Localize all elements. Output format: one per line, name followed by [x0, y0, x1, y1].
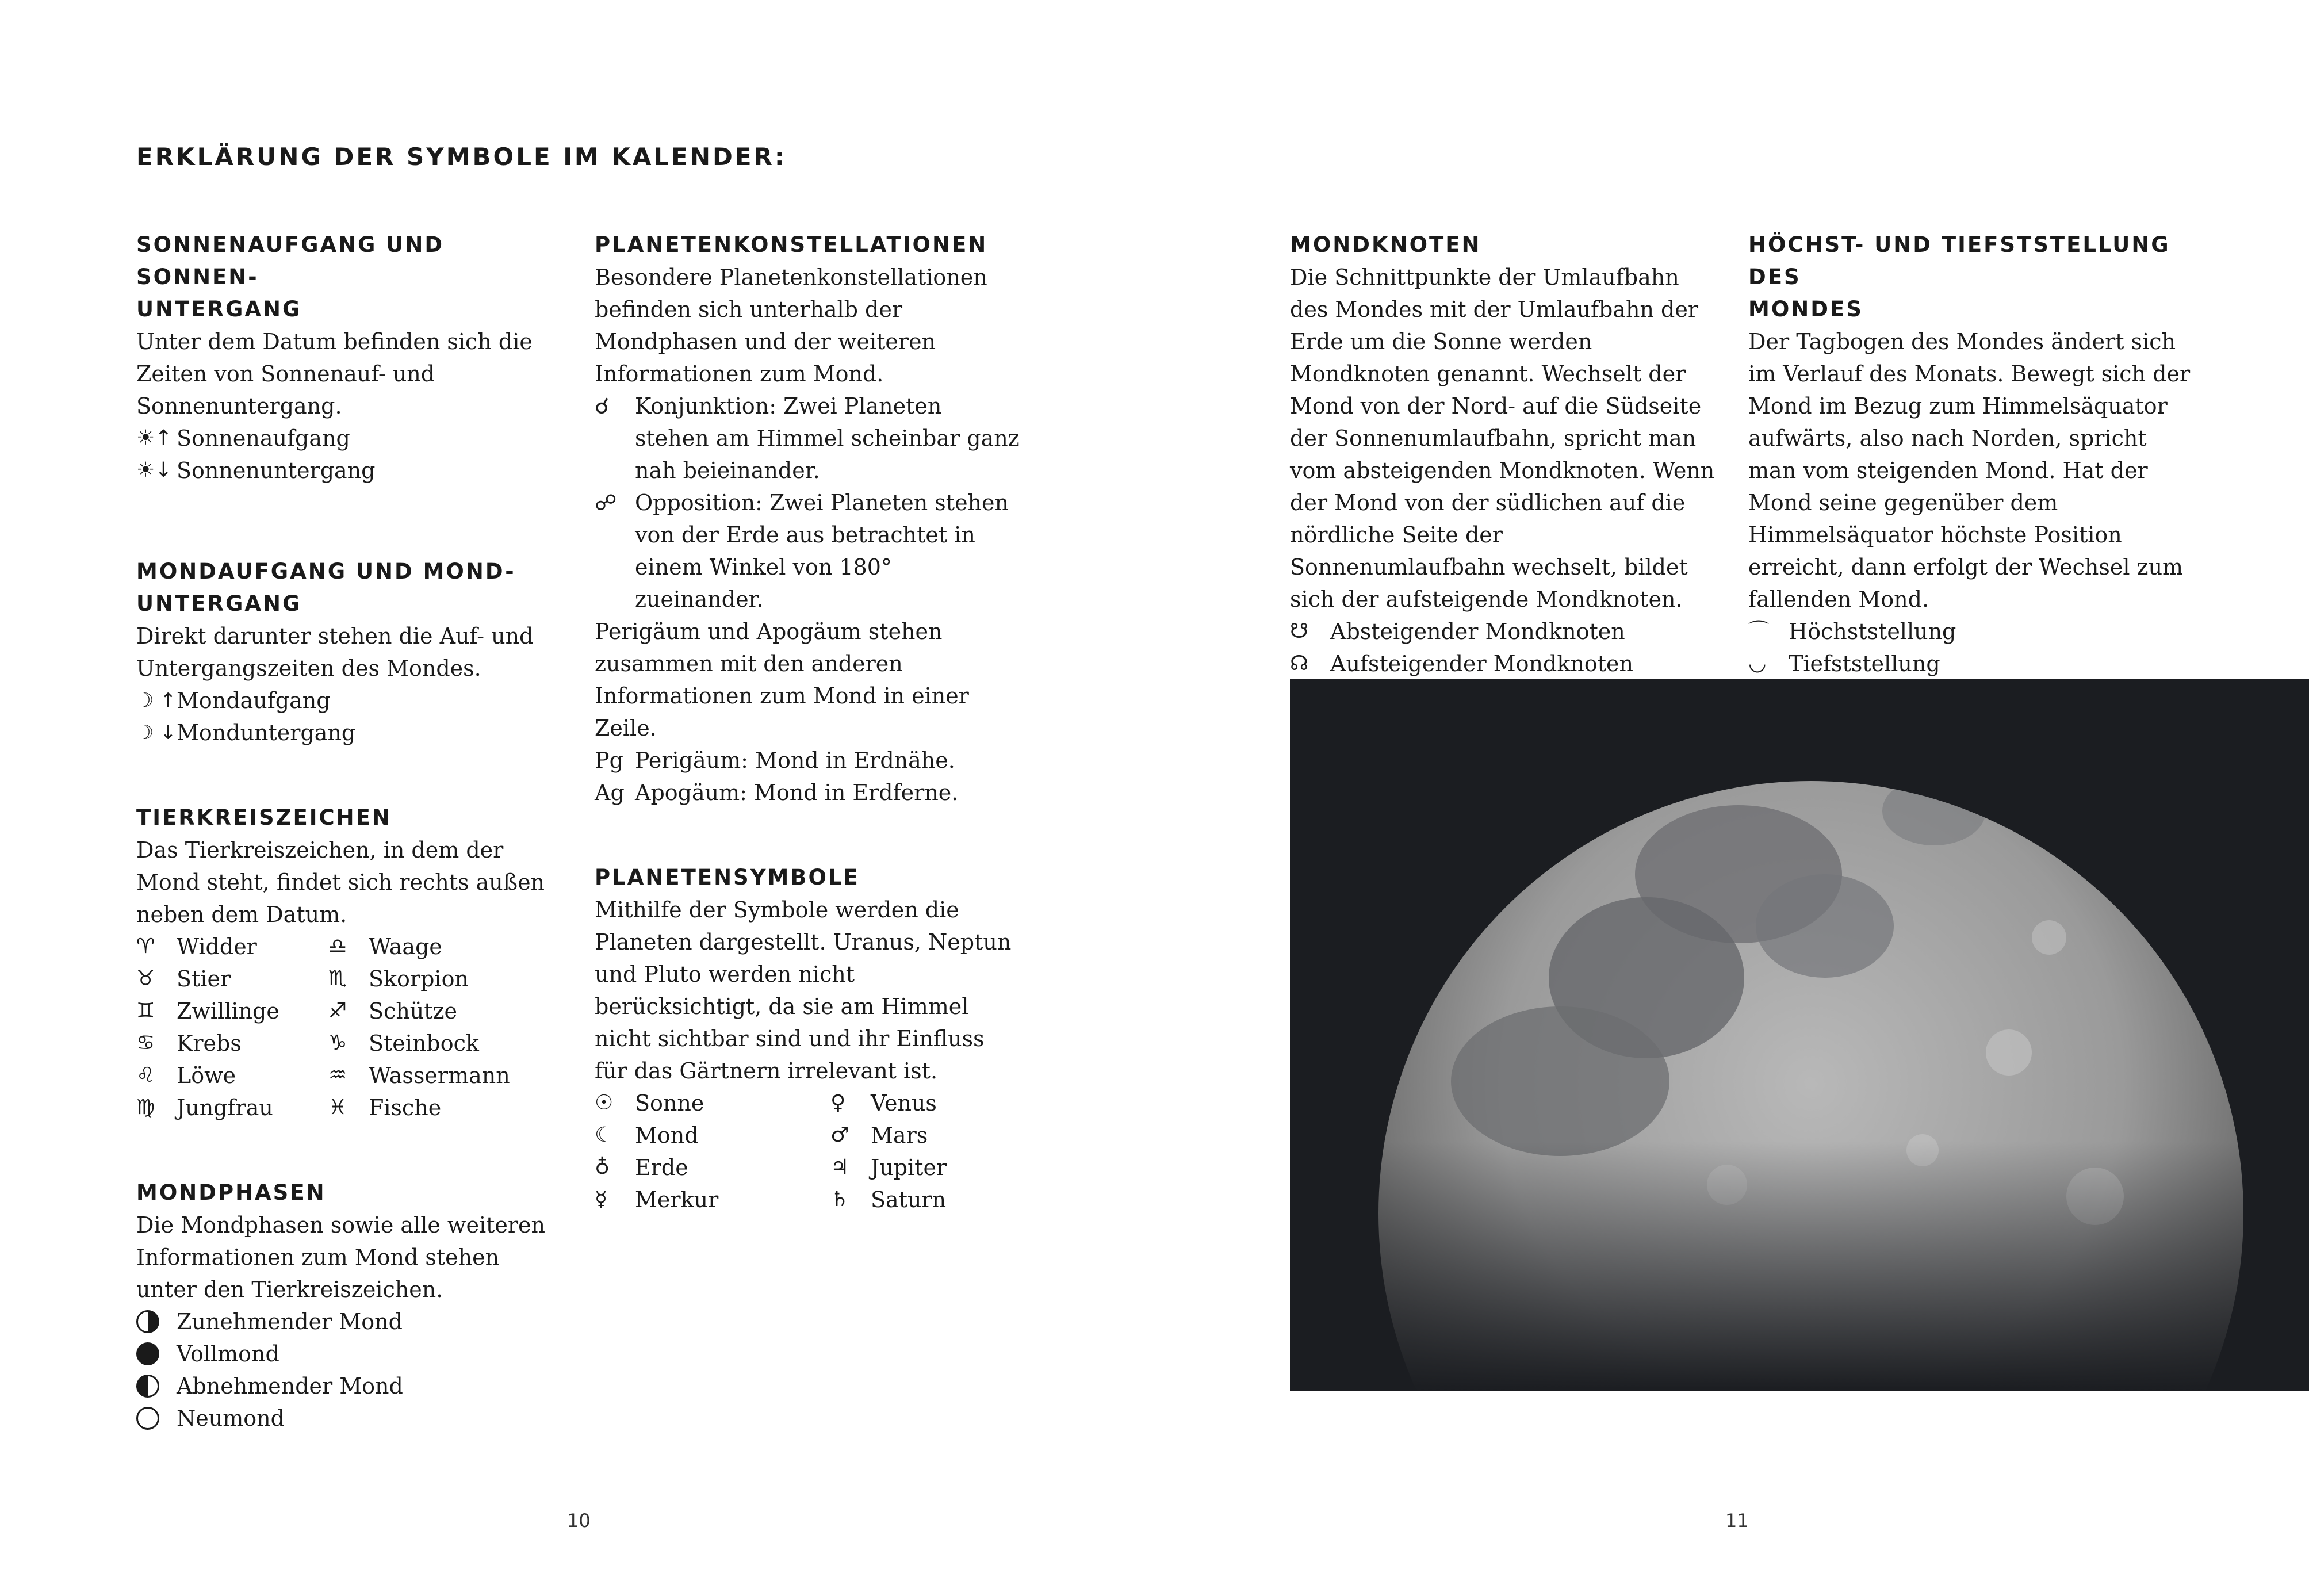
lowest-label: Tiefststellung	[1789, 651, 1940, 676]
opposition-label: Opposition: Zwei Planeten stehen von der Erde aus betrachtet in einem Winkel von 180° zueinander.	[635, 490, 1009, 612]
list-item-lowest	[1748, 648, 2191, 680]
page-number-right: 11	[1725, 1510, 1749, 1532]
section-zodiac	[136, 802, 559, 1124]
list-item-scorpio	[328, 963, 547, 995]
list-item-moonset	[136, 717, 559, 749]
zodiac-label: Fische	[369, 1095, 442, 1120]
page-number-left: 10	[567, 1510, 591, 1532]
zodiac-label: Waage	[369, 934, 442, 959]
list-item-opposition	[595, 487, 1020, 615]
aquarius-icon: ♒	[328, 1063, 347, 1087]
list-item-waxing-moon	[136, 1306, 559, 1338]
phase-label: Vollmond	[177, 1341, 279, 1367]
heading-constellations: PLANETENKONSTELLATIONEN	[595, 232, 988, 257]
ascending-node-icon: ☊	[1290, 652, 1308, 675]
constellations-description: Besondere Planetenkonstellationen befinden sich unterhalb der Mondphasen und der weiteren Informationen zum Mond.	[595, 265, 987, 386]
column-right-2	[1748, 229, 2191, 680]
highlow-description: Der Tagbogen des Mondes ändert sich im Verlauf des Monats. Bewegt sich der Mond im Bezug zum Himmelsäquator aufwärts, also nach Norden, spricht man vom steigenden Mond. Hat der Mond seine gegenüber dem Himmelsäquator höchste Position erreicht, dann erfolgt der Wechsel zum fallenden Mond.	[1748, 329, 2191, 612]
zodiac-label: Widder	[177, 934, 257, 959]
sun-icon: ☉	[595, 1091, 614, 1115]
zodiac-label: Zwillinge	[177, 998, 279, 1024]
heading-line-2: UNTERGANG	[136, 591, 302, 616]
heading-sunrise-sunset	[136, 229, 559, 326]
moonrise-icon: ☽ ↑	[136, 689, 177, 712]
heading-lunar-nodes: MONDKNOTEN	[1290, 232, 1481, 257]
list-item-saturn	[830, 1184, 1020, 1216]
heading-high-low	[1748, 229, 2191, 326]
highest-position-icon: ⌒	[1748, 619, 1770, 643]
list-item-leo	[136, 1059, 328, 1092]
jupiter-icon: ♃	[830, 1155, 849, 1179]
conjunction-label: Konjunktion: Zwei Planeten stehen am Himmel scheinbar ganz nah beieinander.	[635, 393, 1020, 483]
sunrise-label: Sonnenaufgang	[177, 426, 350, 451]
phases-description: Die Mondphasen sowie alle weiteren Informationen zum Mond stehen unter den Tierkreiszeichen.	[136, 1212, 545, 1302]
list-item-apogee	[595, 776, 1020, 809]
sun-description: Unter dem Datum befinden sich die Zeiten von Sonnenauf- und Sonnenuntergang.	[136, 329, 533, 419]
nodes-description: Die Schnittpunkte der Umlaufbahn des Mondes mit der Umlaufbahn der Erde um die Sonne werden Mondknoten genannt. Wechselt der Mond von der Nord- auf die Südseite der Sonnenumlaufbahn, spricht man vom absteigenden Mondknoten. Wenn der Mond von der südlichen auf die nördliche Seite der Sonnenumlaufbahn wechselt, bildet sich der aufsteigende Mondknoten.	[1290, 265, 1715, 612]
descending-node-label: Absteigender Mondknoten	[1330, 619, 1625, 644]
zodiac-label: Schütze	[369, 998, 458, 1024]
list-item-jupiter	[830, 1151, 1020, 1184]
list-item-ascending-node	[1290, 648, 1718, 680]
moon-photo	[1290, 679, 2309, 1391]
list-item-cancer	[136, 1027, 328, 1059]
planet-label: Mars	[871, 1123, 928, 1148]
column-right-1	[1290, 229, 1718, 680]
zodiac-description: Das Tierkreiszeichen, in dem der Mond steht, findet sich rechts außen neben dem Datum.	[136, 837, 545, 927]
planet-label: Venus	[871, 1090, 937, 1116]
list-item-taurus	[136, 963, 328, 995]
column-left-1	[136, 229, 559, 1434]
heading-line-2: UNTERGANG	[136, 297, 302, 322]
zodiac-label: Jungfrau	[177, 1095, 273, 1120]
list-item-capricorn	[328, 1027, 547, 1059]
heading-zodiac: TIERKREISZEICHEN	[136, 805, 392, 830]
moonrise-description: Direkt darunter stehen die Auf- und Untergangszeiten des Mondes.	[136, 623, 534, 681]
ascending-node-label: Aufsteigender Mondknoten	[1330, 651, 1633, 676]
section-high-low	[1748, 229, 2191, 680]
taurus-icon: ♉	[136, 967, 155, 990]
waxing-moon-icon	[136, 1310, 159, 1333]
moon-illustration	[1290, 679, 2309, 1391]
planet-label: Saturn	[871, 1187, 947, 1212]
heading-moonrise-moonset	[136, 556, 559, 620]
heading-line-1: SONNENAUFGANG UND SONNEN-	[136, 232, 445, 289]
list-item-earth	[595, 1151, 830, 1184]
list-item-aries	[136, 931, 328, 963]
list-item-sagittarius	[328, 995, 547, 1027]
libra-icon: ♎	[328, 935, 347, 958]
planet-label: Mond	[635, 1123, 699, 1148]
phase-label: Neumond	[177, 1406, 285, 1431]
list-item-waning-moon	[136, 1370, 559, 1402]
list-item-libra	[328, 931, 547, 963]
aries-icon: ♈	[136, 935, 155, 958]
list-item-pisces	[328, 1092, 547, 1124]
cancer-icon: ♋	[136, 1031, 155, 1055]
sunrise-icon: ☀↑	[136, 426, 173, 450]
pisces-icon: ♓	[328, 1096, 347, 1119]
phase-label: Zunehmender Mond	[177, 1309, 403, 1334]
moonset-icon: ☽ ↓	[136, 721, 177, 744]
heading-line-2: MONDES	[1748, 297, 1863, 322]
planet-label: Sonne	[635, 1090, 704, 1116]
list-item-moon	[595, 1119, 830, 1151]
planet-label: Merkur	[635, 1187, 719, 1212]
heading-planet-symbols: PLANETENSYMBOLE	[595, 865, 860, 890]
zodiac-label: Wassermann	[369, 1063, 510, 1088]
zodiac-label: Krebs	[177, 1031, 242, 1056]
list-item-moonrise	[136, 684, 559, 717]
section-moon-phases	[136, 1177, 559, 1434]
sagittarius-icon: ♐	[328, 999, 347, 1023]
list-item-perigee	[595, 744, 1020, 776]
gemini-icon: ♊	[136, 999, 155, 1023]
zodiac-label: Skorpion	[369, 966, 469, 992]
opposition-icon: ☍	[595, 490, 617, 515]
list-item-new-moon	[136, 1402, 559, 1434]
venus-icon: ♀	[830, 1091, 846, 1115]
list-item-sunrise	[136, 422, 559, 454]
capricorn-icon: ♑	[328, 1031, 347, 1055]
moonrise-label: Mondaufgang	[177, 688, 331, 713]
perigee-apogee-description: Perigäum und Apogäum stehen zusammen mit den anderen Informationen zum Mond in einer Zeile.	[595, 619, 969, 741]
heading-line-1: MONDAUFGANG UND MOND-	[136, 559, 516, 584]
new-moon-icon	[136, 1407, 159, 1430]
planet-label: Jupiter	[871, 1155, 947, 1180]
planets-description: Mithilfe der Symbole werden die Planeten dargestellt. Uranus, Neptun und Pluto werden nicht berücksichtigt, da sie am Himmel nicht sichtbar sind und ihr Einfluss für das Gärtnern irrelevant ist.	[595, 897, 1012, 1084]
mars-icon: ♂	[830, 1123, 849, 1147]
zodiac-list	[136, 931, 559, 1124]
zodiac-label: Stier	[177, 966, 231, 992]
apogee-abbr: Ag	[595, 780, 625, 805]
waning-moon-icon	[136, 1375, 159, 1398]
moonset-label: Monduntergang	[177, 720, 356, 745]
list-item-aquarius	[328, 1059, 547, 1092]
list-item-full-moon	[136, 1338, 559, 1370]
virgo-icon: ♍	[136, 1096, 155, 1119]
list-item-highest	[1748, 615, 2191, 648]
zodiac-label: Steinbock	[369, 1031, 479, 1056]
section-moonrise-moonset	[136, 556, 559, 749]
moon-shadow	[1290, 679, 2309, 1391]
highest-label: Höchststellung	[1789, 619, 1956, 644]
apogee-label: Apogäum: Mond in Erdferne.	[635, 780, 959, 805]
lowest-position-icon: ◡	[1748, 652, 1767, 675]
perigee-label: Perigäum: Mond in Erdnähe.	[635, 748, 955, 773]
list-item-sunset	[136, 454, 559, 487]
leo-icon: ♌	[136, 1063, 155, 1087]
page-title: ERKLÄRUNG DER SYMBOLE IM KALENDER:	[136, 143, 787, 171]
list-item-descending-node	[1290, 615, 1718, 648]
planet-list	[595, 1087, 1020, 1216]
earth-icon: ♁	[595, 1155, 610, 1179]
zodiac-label: Löwe	[177, 1063, 236, 1088]
list-item-mercury	[595, 1184, 830, 1216]
phase-label: Abnehmender Mond	[177, 1373, 403, 1399]
perigee-abbr: Pg	[595, 748, 623, 773]
saturn-icon: ♄	[830, 1188, 849, 1211]
section-lunar-nodes	[1290, 229, 1718, 680]
column-left-2	[595, 229, 1020, 1216]
list-item-venus	[830, 1087, 1020, 1119]
descending-node-icon: ☋	[1290, 619, 1308, 643]
heading-moon-phases: MONDPHASEN	[136, 1180, 326, 1205]
list-item-virgo	[136, 1092, 328, 1124]
list-item-conjunction	[595, 390, 1020, 487]
list-item-mars	[830, 1119, 1020, 1151]
moon-icon: ☾	[595, 1123, 614, 1147]
section-constellations	[595, 229, 1020, 809]
section-sunrise-sunset	[136, 229, 559, 487]
planet-label: Erde	[635, 1155, 688, 1180]
sunset-label: Sonnenuntergang	[177, 458, 376, 483]
full-moon-icon	[136, 1342, 159, 1365]
conjunction-icon: ☌	[595, 393, 610, 419]
heading-line-1: HÖCHST- UND TIEFSTSTELLUNG DES	[1748, 232, 2170, 289]
list-item-sun	[595, 1087, 830, 1119]
section-planet-symbols	[595, 862, 1020, 1216]
scorpio-icon: ♏	[328, 967, 347, 990]
list-item-gemini	[136, 995, 328, 1027]
mercury-icon: ☿	[595, 1188, 608, 1211]
sunset-icon: ☀↓	[136, 458, 173, 482]
